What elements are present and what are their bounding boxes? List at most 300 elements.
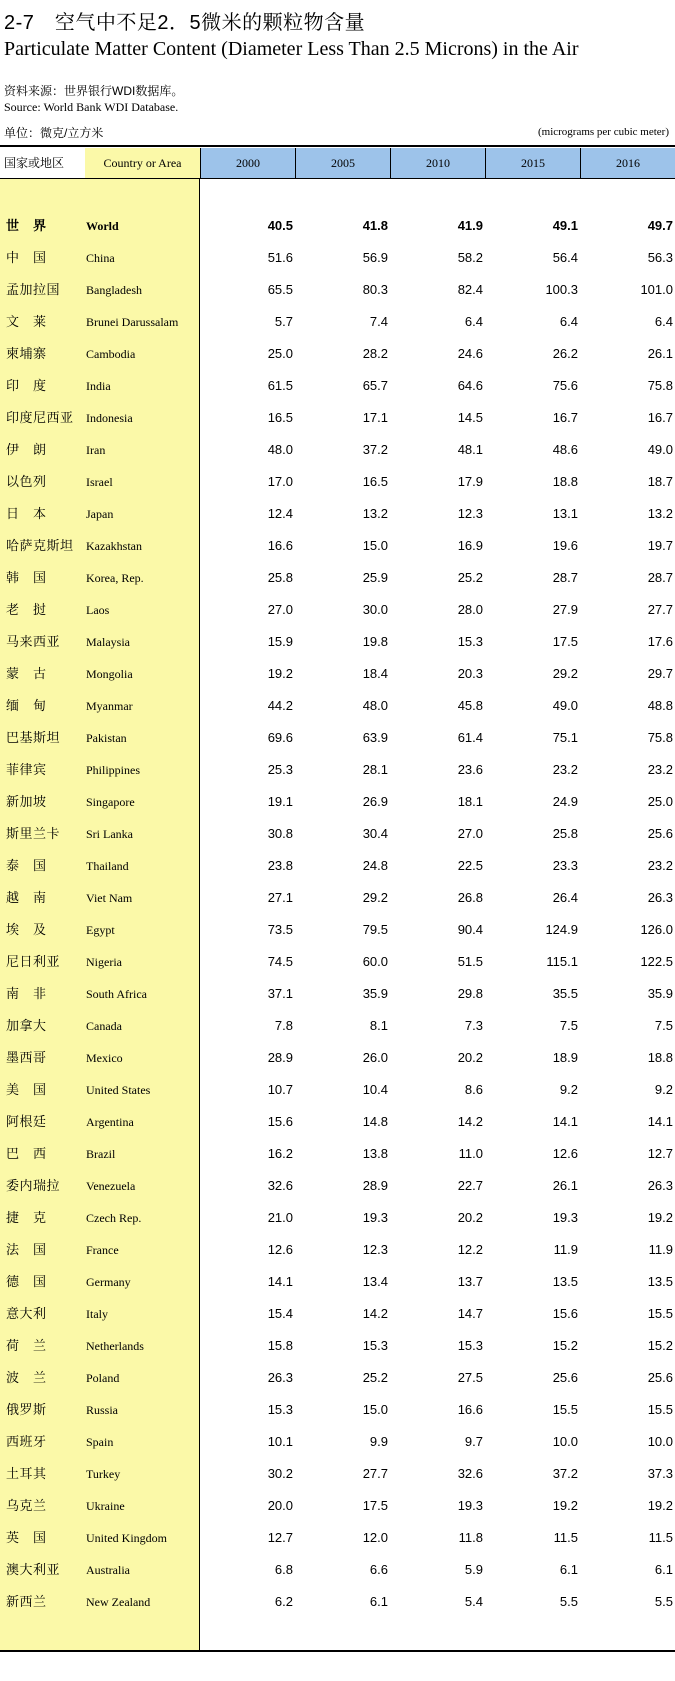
value-cell: 115.1 <box>546 954 578 969</box>
country-name-zh: 菲律宾 <box>6 762 47 777</box>
value-cell: 16.2 <box>267 1146 293 1161</box>
value-cell: 101.0 <box>640 282 673 297</box>
value-cell: 18.8 <box>647 1050 673 1065</box>
value-cell: 22.7 <box>457 1178 483 1193</box>
value-cell: 61.5 <box>267 378 293 393</box>
country-name-en: Malaysia <box>86 635 130 649</box>
country-name-en: India <box>86 379 111 393</box>
value-cell: 15.3 <box>457 634 483 649</box>
value-cell: 7.3 <box>464 1018 483 1033</box>
country-name-en: Thailand <box>86 859 129 873</box>
country-name-zh: 柬埔寨 <box>6 346 47 361</box>
header-year-2015: 2015 <box>485 148 580 178</box>
table-row <box>0 1266 675 1298</box>
country-name-en: Netherlands <box>86 1339 144 1353</box>
value-cell: 26.1 <box>647 346 673 361</box>
value-cell: 6.1 <box>559 1562 578 1577</box>
value-cell: 28.0 <box>457 602 483 617</box>
page-title-zh: 2-7 空气中不足2．5微米的颗粒物含量 <box>4 12 366 34</box>
value-cell: 45.8 <box>457 698 483 713</box>
header-year-2016: 2016 <box>580 148 675 178</box>
header-rule <box>0 178 675 179</box>
value-cell: 11.0 <box>458 1146 483 1161</box>
table-row <box>0 882 675 914</box>
country-name-en: South Africa <box>86 987 147 1001</box>
table-row <box>0 1106 675 1138</box>
country-name-en: Sri Lanka <box>86 827 133 841</box>
value-cell: 48.1 <box>457 442 483 457</box>
value-cell: 25.2 <box>362 1370 388 1385</box>
value-cell: 48.8 <box>647 698 673 713</box>
value-cell: 15.5 <box>647 1402 673 1417</box>
value-cell: 6.4 <box>559 314 578 329</box>
value-cell: 19.2 <box>647 1210 673 1225</box>
country-name-en: Turkey <box>86 1467 121 1481</box>
value-cell: 48.6 <box>552 442 578 457</box>
country-name-zh: 孟加拉国 <box>6 282 61 297</box>
country-name-zh: 伊 朗 <box>6 442 47 457</box>
value-cell: 63.9 <box>362 730 388 745</box>
value-cell: 82.4 <box>457 282 483 297</box>
value-cell: 49.0 <box>647 442 673 457</box>
value-cell: 5.4 <box>464 1594 483 1609</box>
value-cell: 15.6 <box>552 1306 578 1321</box>
value-cell: 25.8 <box>552 826 578 841</box>
value-cell: 26.0 <box>362 1050 388 1065</box>
value-cell: 15.3 <box>457 1338 483 1353</box>
value-cell: 12.4 <box>267 506 293 521</box>
value-cell: 35.9 <box>362 986 388 1001</box>
value-cell: 26.1 <box>552 1178 578 1193</box>
value-cell: 56.9 <box>362 250 388 265</box>
table-row <box>0 786 675 818</box>
table-row <box>0 1074 675 1106</box>
table-row <box>0 1522 675 1554</box>
value-cell: 23.2 <box>647 858 673 873</box>
value-cell: 15.5 <box>647 1306 673 1321</box>
value-cell: 25.0 <box>267 346 293 361</box>
country-name-zh: 巴 西 <box>6 1146 47 1161</box>
value-cell: 28.1 <box>362 762 388 777</box>
value-cell: 26.3 <box>647 1178 673 1193</box>
header-year-2000: 2000 <box>200 148 295 178</box>
table-row <box>0 754 675 786</box>
table-row <box>0 370 675 402</box>
value-cell: 100.3 <box>545 282 578 297</box>
value-cell: 18.9 <box>552 1050 578 1065</box>
country-name-zh: 尼日利亚 <box>6 954 61 969</box>
unit-label-zh: 单位：微克/立方米 <box>4 126 104 140</box>
value-cell: 48.0 <box>267 442 293 457</box>
value-cell: 25.0 <box>647 794 673 809</box>
country-name-zh: 土耳其 <box>6 1466 47 1481</box>
value-cell: 29.2 <box>362 890 388 905</box>
table-row <box>0 1586 675 1618</box>
country-name-zh: 越 南 <box>6 890 47 905</box>
country-name-en: Iran <box>86 443 106 457</box>
country-name-zh: 中 国 <box>6 250 47 265</box>
value-cell: 37.2 <box>362 442 388 457</box>
value-cell: 25.6 <box>552 1370 578 1385</box>
table-row <box>0 978 675 1010</box>
value-cell: 9.2 <box>559 1082 578 1097</box>
table-row <box>0 1042 675 1074</box>
value-cell: 124.9 <box>545 922 578 937</box>
table-row <box>0 914 675 946</box>
value-cell: 20.0 <box>267 1498 293 1513</box>
country-name-zh: 加拿大 <box>6 1018 47 1033</box>
value-cell: 49.1 <box>552 218 578 233</box>
value-cell: 65.7 <box>362 378 388 393</box>
value-cell: 15.0 <box>362 1402 388 1417</box>
country-name-en: Laos <box>86 603 110 617</box>
value-cell: 61.4 <box>457 730 483 745</box>
value-cell: 17.5 <box>552 634 578 649</box>
country-name-zh: 美 国 <box>6 1082 47 1097</box>
country-name-zh: 新加坡 <box>6 794 47 809</box>
value-cell: 23.2 <box>647 762 673 777</box>
country-name-zh: 巴基斯坦 <box>6 730 61 745</box>
country-name-en: Japan <box>86 507 114 521</box>
country-name-zh: 斯里兰卡 <box>6 826 61 841</box>
value-cell: 26.3 <box>267 1370 293 1385</box>
value-cell: 9.2 <box>654 1082 673 1097</box>
value-cell: 122.5 <box>640 954 673 969</box>
value-cell: 5.5 <box>654 1594 673 1609</box>
value-cell: 48.0 <box>362 698 388 713</box>
table-row <box>0 530 675 562</box>
value-cell: 35.9 <box>647 986 673 1001</box>
value-cell: 12.6 <box>267 1242 293 1257</box>
value-cell: 44.2 <box>267 698 293 713</box>
value-cell: 29.7 <box>647 666 673 681</box>
country-name-en: Myanmar <box>86 699 133 713</box>
value-cell: 28.7 <box>647 570 673 585</box>
value-cell: 30.4 <box>362 826 388 841</box>
value-cell: 15.2 <box>552 1338 578 1353</box>
table-row <box>0 1330 675 1362</box>
value-cell: 65.5 <box>267 282 293 297</box>
value-cell: 30.2 <box>267 1466 293 1481</box>
value-cell: 17.0 <box>267 474 293 489</box>
value-cell: 14.1 <box>267 1274 293 1289</box>
country-name-en: Bangladesh <box>86 283 142 297</box>
value-cell: 41.9 <box>457 218 483 233</box>
table-row <box>0 306 675 338</box>
value-cell: 12.2 <box>457 1242 483 1257</box>
country-name-zh: 捷 克 <box>6 1210 47 1225</box>
value-cell: 24.6 <box>457 346 483 361</box>
country-name-en: Israel <box>86 475 113 489</box>
country-name-zh: 日 本 <box>6 506 47 521</box>
value-cell: 18.8 <box>552 474 578 489</box>
table-body <box>0 210 675 1618</box>
country-name-en: Mongolia <box>86 667 133 681</box>
country-name-en: Italy <box>86 1307 108 1321</box>
value-cell: 12.3 <box>362 1242 388 1257</box>
value-cell: 25.2 <box>457 570 483 585</box>
country-name-en: Australia <box>86 1563 130 1577</box>
table-row <box>0 498 675 530</box>
value-cell: 19.7 <box>647 538 673 553</box>
table-row <box>0 402 675 434</box>
country-name-en: Indonesia <box>86 411 133 425</box>
value-cell: 28.9 <box>362 1178 388 1193</box>
value-cell: 13.4 <box>362 1274 388 1289</box>
value-cell: 21.0 <box>267 1210 293 1225</box>
table-row <box>0 1202 675 1234</box>
value-cell: 18.4 <box>362 666 388 681</box>
value-cell: 13.8 <box>362 1146 388 1161</box>
value-cell: 6.1 <box>654 1562 673 1577</box>
country-name-en: United Kingdom <box>86 1531 167 1545</box>
value-cell: 14.1 <box>647 1114 673 1129</box>
table-row <box>0 1170 675 1202</box>
value-cell: 10.7 <box>267 1082 293 1097</box>
value-cell: 16.6 <box>267 538 293 553</box>
value-cell: 8.6 <box>464 1082 483 1097</box>
value-cell: 15.3 <box>267 1402 293 1417</box>
value-cell: 12.7 <box>647 1146 673 1161</box>
value-cell: 73.5 <box>267 922 293 937</box>
table-row <box>0 626 675 658</box>
country-name-en: Philippines <box>86 763 141 777</box>
country-name-en: Singapore <box>86 795 135 809</box>
value-cell: 19.2 <box>552 1498 578 1513</box>
value-cell: 12.0 <box>362 1530 388 1545</box>
country-name-en: China <box>86 251 115 265</box>
country-name-zh: 意大利 <box>6 1306 47 1321</box>
value-cell: 20.2 <box>457 1050 483 1065</box>
value-cell: 11.5 <box>553 1530 578 1545</box>
value-cell: 12.6 <box>552 1146 578 1161</box>
value-cell: 16.9 <box>457 538 483 553</box>
value-cell: 13.5 <box>647 1274 673 1289</box>
value-cell: 18.7 <box>647 474 673 489</box>
value-cell: 26.2 <box>552 346 578 361</box>
value-cell: 13.2 <box>362 506 388 521</box>
country-name-zh: 哈萨克斯坦 <box>6 538 74 553</box>
value-cell: 6.1 <box>369 1594 388 1609</box>
country-name-zh: 荷 兰 <box>6 1338 47 1353</box>
table-row <box>0 690 675 722</box>
country-name-zh: 蒙 古 <box>6 666 47 681</box>
value-cell: 49.0 <box>552 698 578 713</box>
value-cell: 14.2 <box>362 1306 388 1321</box>
value-cell: 10.0 <box>647 1434 673 1449</box>
value-cell: 60.0 <box>362 954 388 969</box>
value-cell: 27.7 <box>647 602 673 617</box>
country-name-zh: 马来西亚 <box>6 634 61 649</box>
value-cell: 14.1 <box>552 1114 578 1129</box>
table-row <box>0 1362 675 1394</box>
country-name-zh: 印 度 <box>6 378 47 393</box>
value-cell: 29.2 <box>552 666 578 681</box>
value-cell: 75.8 <box>647 730 673 745</box>
value-cell: 7.5 <box>654 1018 673 1033</box>
header-year-2010: 2010 <box>390 148 485 178</box>
value-cell: 10.4 <box>362 1082 388 1097</box>
table-row <box>0 562 675 594</box>
country-name-en: Egypt <box>86 923 115 937</box>
country-name-zh: 波 兰 <box>6 1370 47 1385</box>
table-bottom-rule <box>0 1650 675 1652</box>
value-cell: 28.2 <box>362 346 388 361</box>
table-top-rule <box>0 145 675 147</box>
value-cell: 14.8 <box>362 1114 388 1129</box>
value-cell: 19.3 <box>457 1498 483 1513</box>
value-cell: 7.8 <box>274 1018 293 1033</box>
value-cell: 10.0 <box>552 1434 578 1449</box>
source-note-en: Source: World Bank WDI Database. <box>4 100 179 114</box>
value-cell: 15.0 <box>362 538 388 553</box>
value-cell: 26.9 <box>362 794 388 809</box>
value-cell: 25.9 <box>362 570 388 585</box>
country-name-zh: 印度尼西亚 <box>6 410 74 425</box>
country-name-zh: 德 国 <box>6 1274 47 1289</box>
country-name-zh: 韩 国 <box>6 570 47 585</box>
table-row <box>0 210 675 242</box>
value-cell: 19.2 <box>267 666 293 681</box>
value-cell: 27.5 <box>457 1370 483 1385</box>
value-cell: 49.7 <box>647 218 673 233</box>
value-cell: 35.5 <box>552 986 578 1001</box>
value-cell: 5.9 <box>464 1562 483 1577</box>
value-cell: 27.7 <box>362 1466 388 1481</box>
value-cell: 29.8 <box>457 986 483 1001</box>
value-cell: 15.6 <box>267 1114 293 1129</box>
value-cell: 32.6 <box>457 1466 483 1481</box>
value-cell: 8.1 <box>369 1018 388 1033</box>
value-cell: 13.7 <box>457 1274 483 1289</box>
unit-label-en: (micrograms per cubic meter) <box>537 126 669 138</box>
country-name-en: France <box>86 1243 119 1257</box>
value-cell: 19.6 <box>552 538 578 553</box>
value-cell: 69.6 <box>267 730 293 745</box>
value-cell: 27.1 <box>267 890 293 905</box>
value-cell: 74.5 <box>267 954 293 969</box>
value-cell: 23.6 <box>457 762 483 777</box>
country-name-en: Argentina <box>86 1115 134 1129</box>
table-row <box>0 338 675 370</box>
country-name-zh: 法 国 <box>6 1242 47 1257</box>
value-cell: 10.1 <box>267 1434 293 1449</box>
value-cell: 37.1 <box>267 986 293 1001</box>
country-name-zh: 缅 甸 <box>6 698 47 713</box>
table-row <box>0 1010 675 1042</box>
value-cell: 28.7 <box>552 570 578 585</box>
country-name-en: Nigeria <box>86 955 122 969</box>
value-cell: 11.9 <box>553 1242 578 1257</box>
table-row <box>0 946 675 978</box>
header-country-zh: 国家或地区 <box>0 148 85 178</box>
value-cell: 90.4 <box>457 922 483 937</box>
value-cell: 9.9 <box>369 1434 388 1449</box>
country-name-en: Viet Nam <box>86 891 133 905</box>
country-name-zh: 老 挝 <box>6 602 47 617</box>
country-name-zh: 委内瑞拉 <box>6 1178 61 1193</box>
value-cell: 75.6 <box>552 378 578 393</box>
value-cell: 14.7 <box>457 1306 483 1321</box>
value-cell: 5.5 <box>559 1594 578 1609</box>
header-country-en: Country or Area <box>85 148 200 178</box>
table-row <box>0 1394 675 1426</box>
value-cell: 30.0 <box>362 602 388 617</box>
value-cell: 19.3 <box>552 1210 578 1225</box>
table-row <box>0 722 675 754</box>
country-name-zh: 英 国 <box>6 1530 47 1545</box>
value-cell: 19.1 <box>267 794 293 809</box>
value-cell: 26.8 <box>457 890 483 905</box>
country-name-en: Ukraine <box>86 1499 125 1513</box>
value-cell: 26.4 <box>552 890 578 905</box>
value-cell: 32.6 <box>267 1178 293 1193</box>
value-cell: 51.5 <box>457 954 483 969</box>
table-header <box>0 148 675 178</box>
value-cell: 17.6 <box>647 634 673 649</box>
value-cell: 6.8 <box>274 1562 293 1577</box>
value-cell: 15.3 <box>362 1338 388 1353</box>
value-cell: 22.5 <box>457 858 483 873</box>
value-cell: 16.7 <box>647 410 673 425</box>
country-name-en: Kazakhstan <box>86 539 142 553</box>
country-name-en: Venezuela <box>86 1179 136 1193</box>
value-cell: 17.9 <box>457 474 483 489</box>
country-name-en: Spain <box>86 1435 114 1449</box>
table-row <box>0 242 675 274</box>
value-cell: 37.3 <box>647 1466 673 1481</box>
value-cell: 15.9 <box>267 634 293 649</box>
country-name-zh: 新西兰 <box>6 1594 47 1609</box>
country-name-zh: 乌克兰 <box>6 1498 47 1513</box>
value-cell: 19.3 <box>362 1210 388 1225</box>
value-cell: 23.2 <box>552 762 578 777</box>
country-name-zh: 墨西哥 <box>6 1050 47 1065</box>
value-cell: 5.7 <box>274 314 293 329</box>
country-name-zh: 世 界 <box>6 218 47 233</box>
table-row <box>0 594 675 626</box>
value-cell: 15.5 <box>552 1402 578 1417</box>
value-cell: 26.3 <box>647 890 673 905</box>
value-cell: 24.8 <box>362 858 388 873</box>
value-cell: 6.4 <box>464 314 483 329</box>
country-name-zh: 西班牙 <box>6 1434 47 1449</box>
table-row <box>0 1426 675 1458</box>
country-name-zh: 泰 国 <box>6 858 47 873</box>
country-name-zh: 澳大利亚 <box>6 1562 61 1577</box>
value-cell: 58.2 <box>457 250 483 265</box>
value-cell: 19.2 <box>647 1498 673 1513</box>
value-cell: 15.8 <box>267 1338 293 1353</box>
table-row <box>0 1458 675 1490</box>
value-cell: 16.5 <box>267 410 293 425</box>
value-cell: 19.8 <box>362 634 388 649</box>
table-row <box>0 466 675 498</box>
value-cell: 7.5 <box>559 1018 578 1033</box>
country-name-zh: 阿根廷 <box>6 1114 47 1129</box>
value-cell: 13.2 <box>647 506 673 521</box>
value-cell: 56.4 <box>552 250 578 265</box>
value-cell: 6.2 <box>274 1594 293 1609</box>
table-row <box>0 1554 675 1586</box>
table-row <box>0 434 675 466</box>
country-name-zh: 俄罗斯 <box>6 1402 47 1417</box>
country-name-en: Cambodia <box>86 347 136 361</box>
value-cell: 17.5 <box>362 1498 388 1513</box>
value-cell: 64.6 <box>457 378 483 393</box>
value-cell: 16.5 <box>362 474 388 489</box>
country-name-en: Russia <box>86 1403 119 1417</box>
